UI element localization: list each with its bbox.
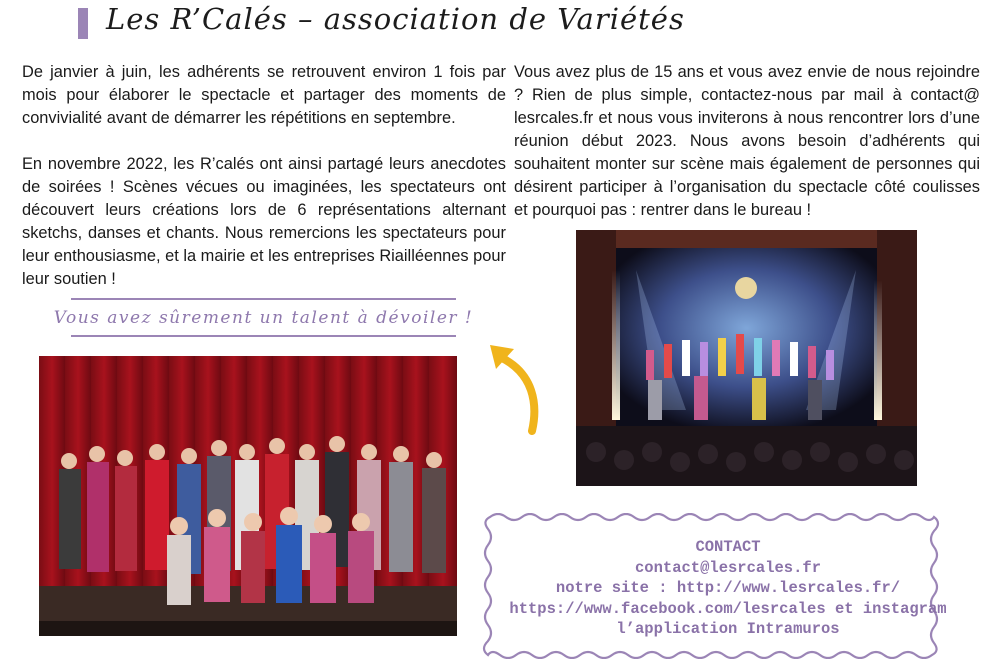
contact-box <box>476 513 980 659</box>
stage-photo <box>576 230 917 486</box>
contact-app: l’application Intramuros <box>616 620 840 639</box>
title-accent-bar <box>78 8 88 39</box>
contact-heading: CONTACT <box>695 538 761 556</box>
left-paragraph-2: En novembre 2022, les R’calés ont ainsi partagé leurs anecdotes de soirées ! Scènes vécues ou imaginées, les spectateurs ont découvert leurs créations lors de 6 représentations alternant sketchs, danses et chants. Nous remercions les spectateurs pour leur enthousiasme, et la mairie et les entreprises Riailléennes pour leur soutien ! <box>22 155 506 288</box>
group-photo <box>39 356 457 636</box>
left-paragraph-1: De janvier à juin, les adhérents se retrouvent environ 1 fois par mois pour élaborer le spectacle et partager des moments de convivialité avant de démarrer les répétitions en septembre. <box>22 63 506 127</box>
page-title: Les R’Calés – association de Variétés <box>106 2 685 36</box>
right-paragraph: Vous avez plus de 15 ans et vous avez envie de nous rejoindre ? Rien de plus simple, contactez-nous par mail à contact@ lesrcales.fr et nous vous inviterons à nous rencontrer lors d’une réunion début 2023. Nous avons besoin d’adhérents qui souhaitent monter sur scène mais également de personnes qui désirent participer à l’organisation du spectacle côté coulisses et pourquoi pas : rentrer dans le bureau ! <box>514 63 980 219</box>
contact-email[interactable]: contact@lesrcales.fr <box>634 558 822 577</box>
right-column <box>514 61 980 222</box>
talent-quote: Vous avez sûrement un talent à dévoiler ! <box>71 298 456 337</box>
contact-website[interactable]: notre site : http://www.lesrcales.fr/ <box>555 579 901 598</box>
arrow-icon <box>482 335 546 435</box>
contact-social[interactable]: https://www.facebook.com/lesrcales et instagram <box>509 599 947 618</box>
left-column <box>22 61 506 291</box>
